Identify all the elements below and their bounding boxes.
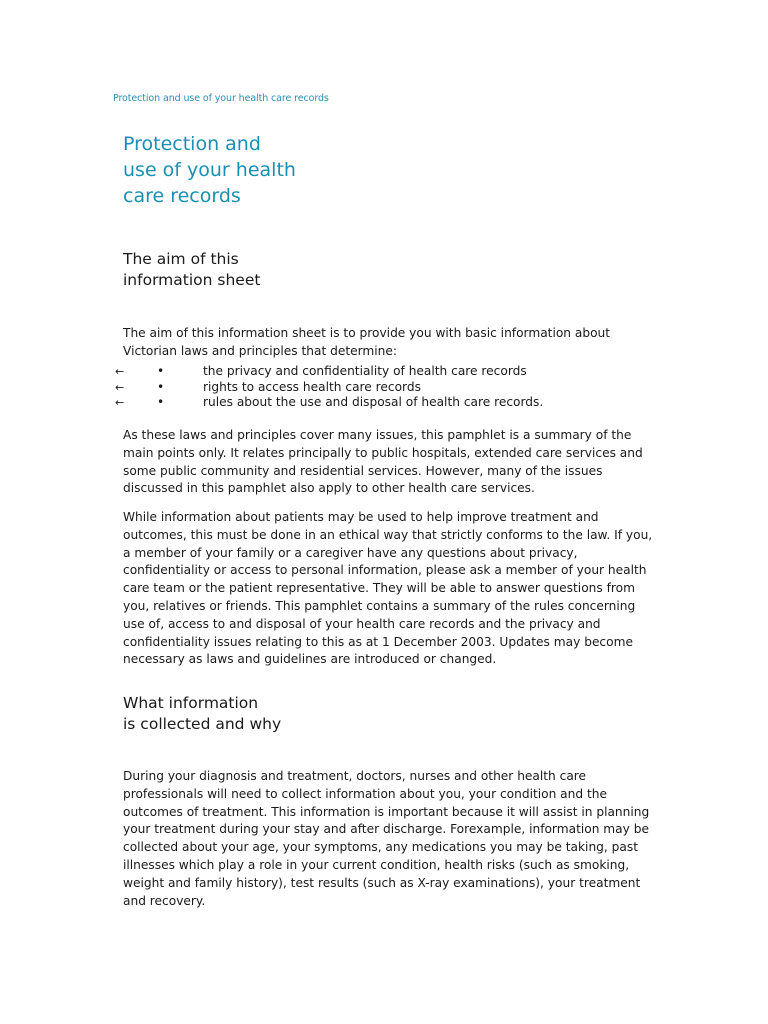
- bullet-icon: •: [157, 379, 165, 394]
- aim-paragraph-3: While information about patients may be used to help improve treatment and outcomes, this must be done in an ethical way that strictly conforms to the law. If you, a member of your family or a caregiver have any questions about privacy, confidentiality or access to personal information, please ask a member of your health care team or the patient representative. They will be able to answer questions from you, relatives or friends. This pamphlet contains a summary of the rules concerning use of, access to and disposal of your health care records and the privacy and confidentiality issues relating to this as at 1 December 2003. Updates may become necessary as laws and guidelines are introduced or changed.: [123, 510, 653, 667]
- list-item: [112, 395, 672, 411]
- heading-line: The aim of this: [123, 250, 239, 268]
- section-heading-aim: [123, 249, 423, 291]
- left-arrow-icon: ←: [115, 396, 125, 409]
- title-line: care records: [123, 185, 241, 207]
- what-information-paragraph: During your diagnosis and treatment, doctors, nurses and other health care professionals will need to collect information about you, your condition and the outcomes of treatment. This information is important because it will assist in planning your treatment during your stay and after discharge. Forexample, information may be collected about your age, your symptoms, any medications you may be taking, past illnesses which play a role in your current condition, health risks (such as smoking, weight and family history), test results (such as X-ray examinations), your treatment and recovery.: [123, 769, 650, 908]
- bullet-icon: •: [157, 395, 165, 409]
- bullet-text: rules about the use and disposal of health care records.: [203, 395, 544, 409]
- bullet-icon: •: [157, 364, 165, 378]
- running-header: Protection and use of your health care records: [113, 93, 329, 104]
- bullet-text: the privacy and confidentiality of health care records: [203, 364, 527, 378]
- title-line: use of your health: [123, 159, 296, 181]
- aim-intro-paragraph: The aim of this information sheet is to provide you with basic information about Victorian laws and principles that determine:: [123, 326, 611, 358]
- title-line: Protection and: [123, 133, 261, 155]
- aim-bullet-list: [112, 364, 672, 411]
- list-item: [112, 380, 672, 396]
- aim-paragraph-2: As these laws and principles cover many issues, this pamphlet is a summary of the main points only. It relates principally to public hospitals, extended care services and some public community and residential services. However, many of the issues discussed in this pamphlet also apply to other health care services.: [123, 428, 643, 496]
- left-arrow-icon: ←: [115, 365, 125, 378]
- left-arrow-icon: ←: [115, 380, 125, 394]
- heading-line: is collected and why: [123, 715, 282, 733]
- section-heading-what-information: [123, 693, 423, 735]
- page-title: [123, 131, 383, 209]
- heading-line: information sheet: [123, 271, 261, 289]
- list-item: [112, 364, 672, 380]
- heading-line: What information: [123, 694, 259, 712]
- bullet-text: rights to access health care records: [203, 379, 421, 394]
